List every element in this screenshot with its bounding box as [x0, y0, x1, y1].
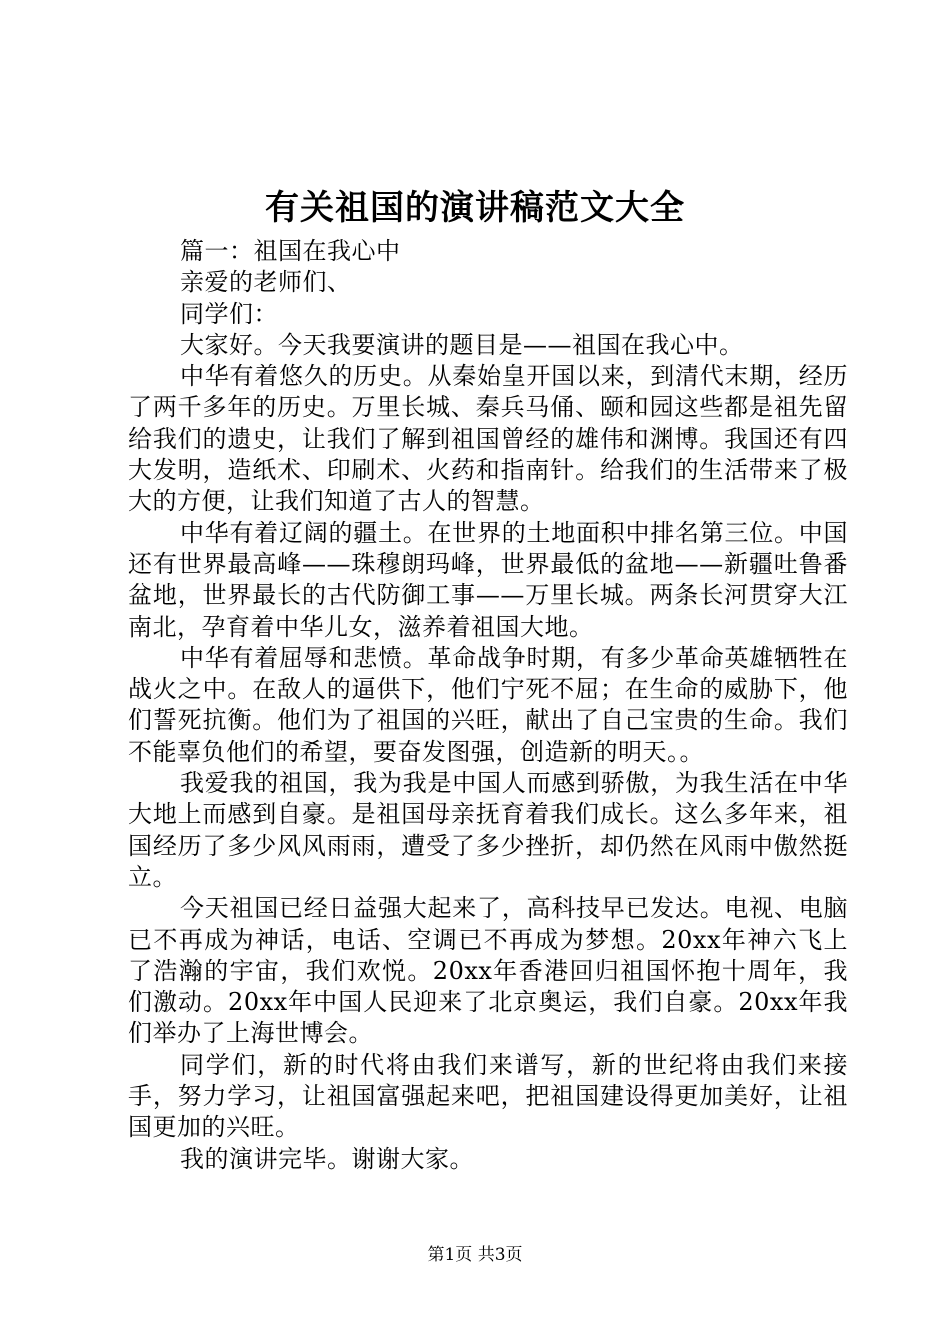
paragraph: 中华有着悠久的历史。从秦始皇开国以来，到清代末期，经历了两千多年的历史。万里长城、秦兵马俑、颐和园这些都是祖先留给我们的遗史，让我们了解到祖国曾经的雄伟和渊博。我国还有四大发明，造纸术、印刷术、火药和指南针。给我们的生活带来了极大的方便，让我们知道了古人的智慧。 — [128, 362, 848, 516]
paragraph: 同学们： — [180, 299, 278, 328]
page-number-footer: 第1页 共3页 — [427, 1245, 523, 1265]
paragraph: 同学们，新的时代将由我们来谱写，新的世纪将由我们来接手，努力学习，让祖国富强起来吧，把祖国建设得更加美好，让祖国更加的兴旺。 — [128, 1050, 848, 1142]
paragraph: 今天祖国已经日益强大起来了，高科技早已发达。电视、电脑已不再成为神话，电话、空调已不再成为梦想。20xx年神六飞上了浩瀚的宇宙，我们欢悦。20xx年香港回归祖国怀抱十周年，我们激动。20xx年中国人民迎来了北京奥运，我们自豪。20xx年我们举办了上海世博会。 — [128, 894, 848, 1048]
paragraph: 我的演讲完毕。谢谢大家。 — [180, 1144, 474, 1173]
paragraph: 中华有着屈辱和悲愤。革命战争时期，有多少革命英雄牺牲在战火之中。在敌人的逼供下，他们宁死不屈；在生命的威胁下，他们誓死抗衡。他们为了祖国的兴旺，献出了自己宝贵的生命。我们不能辜负他们的希望，要奋发图强，创造新的明天。。 — [128, 643, 848, 766]
paragraph: 中华有着辽阔的疆土。在世界的土地面积中排名第三位。中国还有世界最高峰——珠穆朗玛峰，世界最低的盆地——新疆吐鲁番盆地，世界最长的古代防御工事——万里长城。两条长河贯穿大江南北，孕育着中华儿女，滋养着祖国大地。 — [128, 518, 848, 641]
paragraph: 大家好。今天我要演讲的题目是——祖国在我心中。 — [180, 330, 744, 359]
document-title: 有关祖国的演讲稿范文大全 — [265, 188, 685, 228]
paragraph: 我爱我的祖国，我为我是中国人而感到骄傲，为我生活在中华大地上而感到自豪。是祖国母亲抚育着我们成长。这么多年来，祖国经历了多少风风雨雨，遭受了多少挫折，却仍然在风雨中傲然挺立。 — [128, 769, 848, 891]
document-body — [128, 236, 848, 1175]
paragraph: 篇一：祖国在我心中 — [180, 237, 401, 265]
paragraph: 亲爱的老师们、 — [180, 268, 352, 297]
